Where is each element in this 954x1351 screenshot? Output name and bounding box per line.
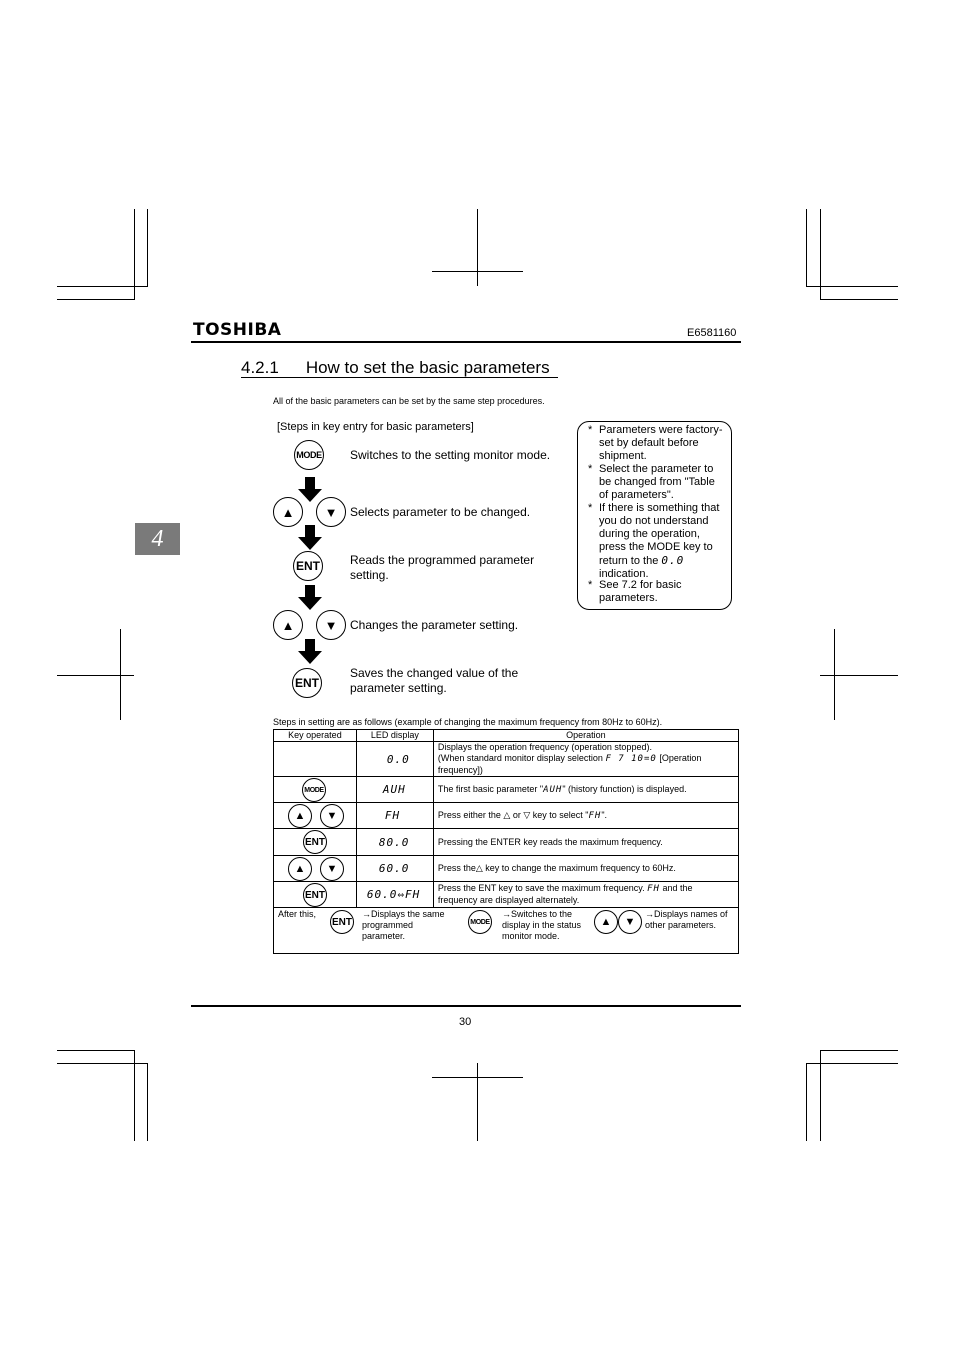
crop-mark (57, 675, 134, 676)
operation-text: or (512, 810, 521, 820)
table-row (274, 856, 739, 882)
note-item: See 7.2 for basic parameters. (599, 579, 682, 604)
up-key[interactable]: ▲ (594, 910, 618, 934)
crop-mark (432, 271, 523, 272)
crop-mark (57, 286, 148, 287)
note-item: Select the parameter to be changed from "Table of parameters". (599, 463, 715, 501)
crop-mark (806, 1064, 807, 1141)
operation-cell (433, 742, 738, 777)
note-bullet: * (588, 424, 593, 436)
led-display-inline: FH (588, 811, 602, 821)
crop-mark (432, 1077, 523, 1078)
operation-text: Press the ENT key to save the maximum frequency. (437, 883, 645, 893)
ent-key[interactable]: ENT (303, 830, 327, 854)
column-header: Operation (433, 730, 738, 742)
operation-cell: Pressing the ENTER key reads the maximum frequency. (433, 829, 738, 856)
led-display-inline: F 7 10=0 (605, 754, 657, 764)
led-cell (356, 742, 433, 777)
note-text: If there is something that you do not understand during the operation, press the MODE key to return to the (599, 502, 720, 567)
note-bullet: * (588, 463, 593, 475)
led-cell (356, 777, 433, 803)
table-header-row (274, 730, 739, 742)
mode-key[interactable]: MODE (468, 910, 492, 934)
operation-text: ". (601, 810, 608, 820)
key-cell (274, 829, 357, 856)
key-cell (274, 803, 357, 829)
operation-text: Displays the operation frequency (operation stopped). (437, 742, 652, 752)
led-display: 60.0⇔FH (366, 888, 421, 901)
step-text: Selects parameter to be changed. (350, 505, 531, 519)
after-text: →Displays names of other parameters. (645, 909, 728, 930)
crop-mark (820, 1050, 898, 1051)
crop-mark (806, 286, 898, 287)
led-display: 60.0 (378, 862, 410, 875)
header-rule (191, 341, 741, 343)
key-cell (274, 742, 357, 777)
document-code: E6581160 (687, 327, 737, 339)
down-key[interactable]: ▼ (316, 610, 346, 640)
table-row (274, 803, 739, 829)
step-text: Reads the programmed parameter setting. (350, 553, 535, 582)
footer-rule (191, 1005, 741, 1007)
step-text: Saves the changed value of the parameter setting. (350, 666, 519, 695)
up-triangle-icon: △ (475, 863, 483, 873)
led-cell (356, 803, 433, 829)
section-title: How to set the basic parameters (305, 358, 550, 377)
up-key[interactable]: ▲ (273, 497, 303, 527)
operation-cell (433, 777, 738, 803)
after-text: →Displays the same programmed parameter. (362, 909, 445, 941)
column-header: Key operated (274, 730, 357, 742)
led-display-inline: FH (647, 884, 660, 894)
up-key[interactable]: ▲ (288, 804, 312, 828)
crop-mark (57, 299, 135, 300)
key-cell (274, 882, 357, 908)
ent-key[interactable]: ENT (330, 910, 354, 934)
section-number: 4.2.1 (241, 358, 279, 377)
ent-key[interactable]: ENT (292, 668, 322, 698)
operation-text: key to select " (532, 810, 589, 820)
flow-heading: [Steps in key entry for basic parameters] (277, 421, 474, 433)
led-display: AUH (382, 783, 406, 796)
table-row (274, 777, 739, 803)
section-heading (241, 358, 550, 378)
table-row (274, 829, 739, 856)
led-cell (356, 829, 433, 856)
operation-text: Press the (437, 863, 476, 873)
table-row (274, 882, 739, 908)
down-key[interactable]: ▼ (316, 497, 346, 527)
operation-text: key to change the maximum frequency to 60Hz. (485, 863, 676, 873)
up-triangle-icon: △ (503, 810, 511, 820)
operation-text: The first basic parameter " (437, 784, 544, 794)
up-key[interactable]: ▲ (273, 610, 303, 640)
operation-text: [Operation frequency]) (437, 753, 702, 775)
chapter-tab: 4 (135, 523, 180, 555)
led-display: 80.0 (378, 835, 410, 849)
page-number: 30 (459, 1016, 472, 1028)
after-cell (274, 908, 739, 954)
section-underline (241, 377, 558, 378)
down-key[interactable]: ▼ (618, 910, 642, 934)
crop-mark (477, 209, 478, 286)
mode-key[interactable]: MODE (294, 440, 324, 470)
down-key[interactable]: ▼ (320, 804, 344, 828)
led-cell (356, 856, 433, 882)
note-item: Parameters were factory-set by default before shipment. (599, 424, 723, 462)
step-text: Switches to the setting monitor mode. (350, 448, 551, 462)
after-row (274, 908, 739, 954)
column-header: LED display (356, 730, 433, 742)
crop-mark (147, 1064, 148, 1141)
ent-key[interactable]: ENT (303, 883, 327, 907)
table-row (274, 742, 739, 777)
after-label: After this, (278, 909, 317, 919)
crop-mark (147, 209, 148, 286)
crop-mark (820, 299, 898, 300)
note-bullet: * (588, 579, 593, 591)
operation-cell (433, 882, 738, 908)
key-cell (274, 777, 357, 803)
crop-mark (820, 675, 898, 676)
led-display: 0.0 (386, 752, 410, 766)
crop-mark (57, 1063, 148, 1064)
operation-cell (433, 856, 738, 882)
steps-table (273, 729, 739, 954)
note-item (599, 502, 724, 581)
operation-cell (433, 803, 738, 829)
note-text: indication. (599, 568, 649, 580)
crop-mark (57, 1050, 135, 1051)
ent-key[interactable]: ENT (293, 551, 323, 581)
crop-mark (806, 1063, 898, 1064)
down-key[interactable]: ▼ (320, 857, 344, 881)
operation-text: Press either the (437, 810, 501, 820)
crop-mark (477, 1063, 478, 1141)
note-bullet: * (588, 502, 593, 514)
intro-text: All of the basic parameters can be set by the same step procedures. (273, 396, 545, 406)
operation-text: and the frequency are displayed alternately. (437, 883, 693, 905)
brand-logo: TOSHIBA (193, 320, 282, 340)
crop-mark (806, 209, 807, 286)
table-caption: Steps in setting are as follows (example of changing the maximum frequency from 80Hz to 60Hz). (273, 717, 663, 727)
led-display-inline: 0.0 (661, 554, 685, 567)
up-key[interactable]: ▲ (288, 857, 312, 881)
step-text: Changes the parameter setting. (350, 618, 519, 632)
mode-key[interactable]: MODE (302, 778, 326, 802)
operation-text: " (history function) is displayed. (562, 784, 687, 794)
operation-text: (When standard monitor display selection (437, 753, 603, 763)
after-text: →Switches to the display in the status monitor mode. (502, 909, 582, 941)
led-display: FH (384, 809, 401, 822)
down-triangle-icon: ▽ (523, 810, 531, 820)
key-cell (274, 856, 357, 882)
led-display-inline: AUH (543, 785, 563, 795)
led-cell (356, 882, 433, 908)
